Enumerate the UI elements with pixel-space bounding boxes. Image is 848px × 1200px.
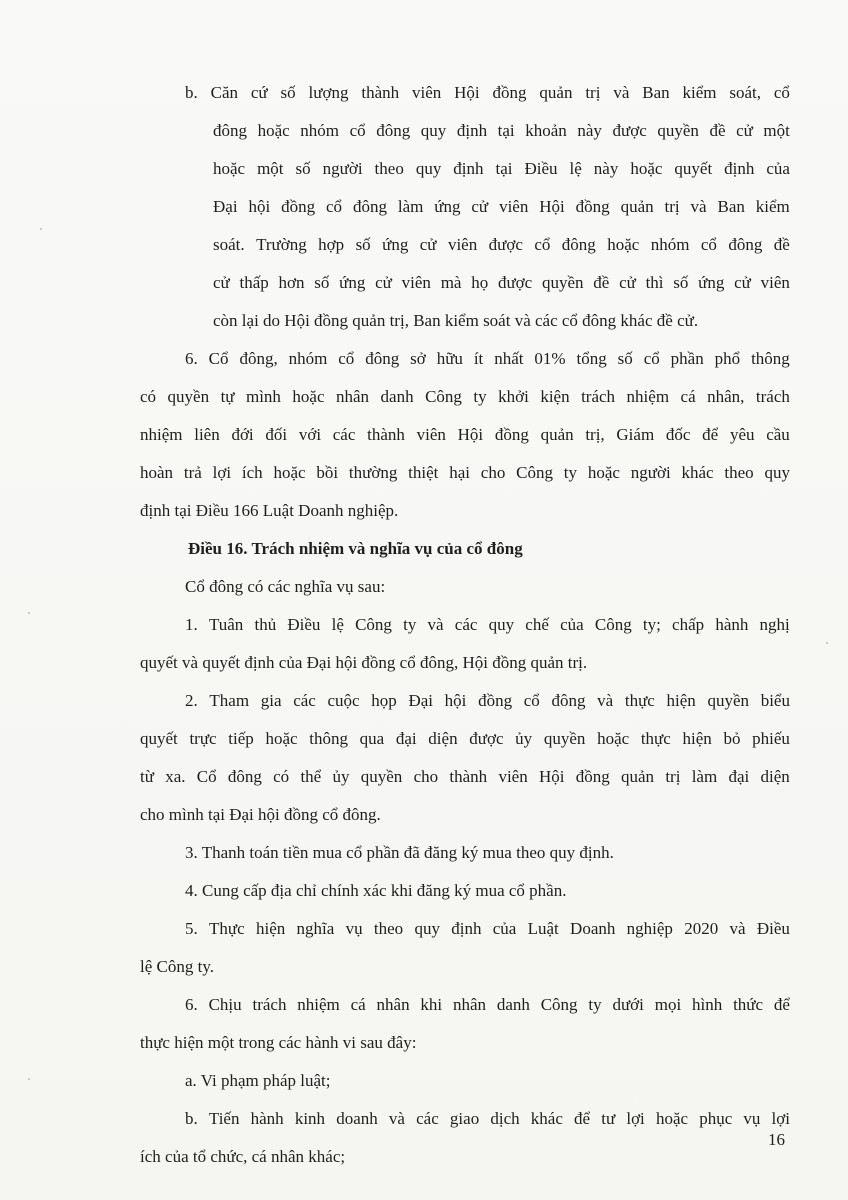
paragraph-line: quyết trực tiếp hoặc thông qua đại diện được ủy quyền hoặc thực hiện bỏ phiếu: [140, 729, 790, 748]
paragraph-line: a. Vi phạm pháp luật;: [185, 1071, 331, 1090]
paragraph-line: từ xa. Cổ đông có thể ủy quyền cho thành viên Hội đồng quản trị làm đại diện: [140, 767, 790, 786]
paragraph-line: 3. Thanh toán tiền mua cổ phần đã đăng ký mua theo quy định.: [185, 843, 614, 862]
paragraph-line: có quyền tự mình hoặc nhân danh Công ty khởi kiện trách nhiệm cá nhân, trách: [140, 387, 790, 406]
scan-speck: [28, 612, 30, 614]
paragraph-line: đông hoặc nhóm cổ đông quy định tại khoản này được quyền đề cử một: [213, 121, 790, 140]
paragraph-line: b. Tiến hành kinh doanh và các giao dịch khác để tư lợi hoặc phục vụ lợi: [185, 1109, 790, 1128]
paragraph-line: b. Căn cứ số lượng thành viên Hội đồng quản trị và Ban kiểm soát, cổ: [185, 83, 790, 102]
page-number: 16: [768, 1130, 785, 1149]
paragraph-line: còn lại do Hội đồng quản trị, Ban kiểm soát và các cổ đông khác đề cử.: [213, 311, 699, 330]
scan-speck: [40, 228, 42, 230]
paragraph-line: nhiệm liên đới đối với các thành viên Hội đồng quản trị, Giám đốc để yêu cầu: [140, 425, 790, 444]
paragraph-line: soát. Trường hợp số ứng cử viên được cổ đông hoặc nhóm cổ đông đề: [213, 235, 790, 254]
paragraph-line: 6. Chịu trách nhiệm cá nhân khi nhân danh Công ty dưới mọi hình thức để: [185, 995, 790, 1014]
paragraph-line: Đại hội đồng cổ đông làm ứng cử viên Hội đồng quản trị và Ban kiểm: [213, 197, 790, 216]
article-heading: Điều 16. Trách nhiệm và nghĩa vụ của cổ đông: [188, 539, 523, 558]
paragraph-line: 5. Thực hiện nghĩa vụ theo quy định của Luật Doanh nghiệp 2020 và Điều: [185, 919, 790, 938]
paragraph-line: định tại Điều 166 Luật Doanh nghiệp.: [140, 501, 399, 520]
paragraph-line: 4. Cung cấp địa chỉ chính xác khi đăng ký mua cổ phần.: [185, 881, 567, 900]
paragraph-line: 2. Tham gia các cuộc họp Đại hội đồng cổ đông và thực hiện quyền biểu: [185, 691, 790, 710]
paragraph-line: 6. Cổ đông, nhóm cổ đông sở hữu ít nhất 01% tổng số cổ phần phổ thông: [185, 349, 790, 368]
paragraph-line: hoặc một số người theo quy định tại Điều lệ này hoặc quyết định của: [213, 159, 790, 178]
paragraph-line: ích của tổ chức, cá nhân khác;: [140, 1147, 346, 1166]
paragraph-line: 1. Tuân thủ Điều lệ Công ty và các quy chế của Công ty; chấp hành nghị: [185, 615, 790, 634]
paragraph-line: thực hiện một trong các hành vi sau đây:: [140, 1033, 417, 1052]
paragraph-line: cho mình tại Đại hội đồng cổ đông.: [140, 805, 381, 824]
paragraph-line: cử thấp hơn số ứng cử viên mà họ được quyền đề cử thì số ứng cử viên: [213, 273, 790, 292]
paragraph-line: lệ Công ty.: [140, 957, 214, 976]
scan-speck: [28, 1078, 30, 1080]
scan-speck: [826, 642, 828, 644]
paragraph-line: hoàn trả lợi ích hoặc bồi thường thiệt hại cho Công ty hoặc người khác theo quy: [140, 463, 790, 482]
paragraph-line: Cổ đông có các nghĩa vụ sau:: [185, 577, 386, 596]
paragraph-line: quyết và quyết định của Đại hội đồng cổ đông, Hội đồng quản trị.: [140, 653, 588, 672]
